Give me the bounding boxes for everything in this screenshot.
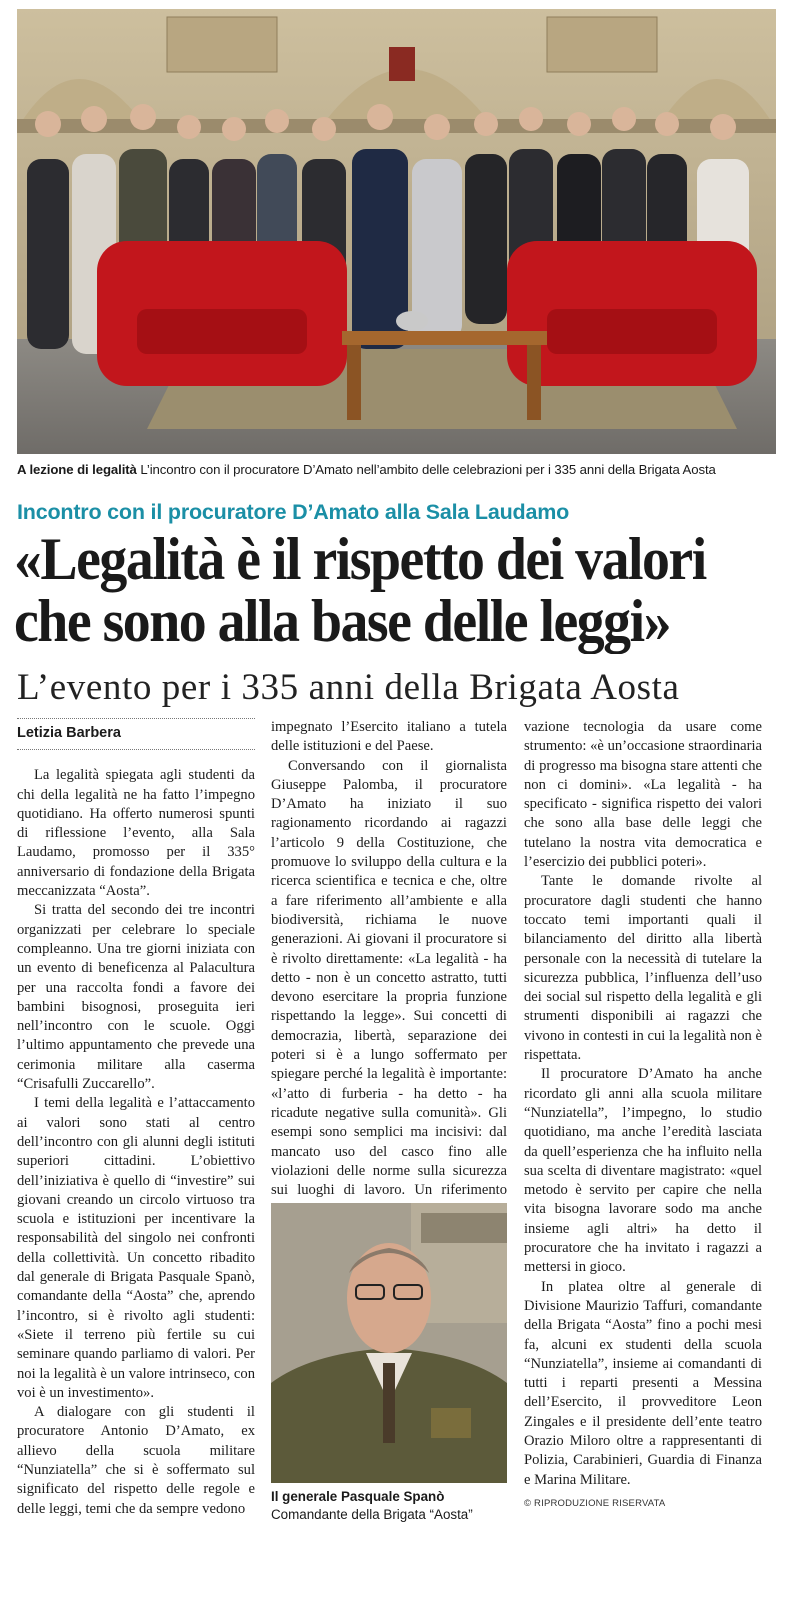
caption-title: A lezione di legalità bbox=[17, 462, 137, 477]
article-column-3 bbox=[524, 718, 762, 1513]
paragraph: La legalità spiegata agli studenti da chi della legalità ne ha fatto l’impegno quotidiano. Ha offerto numerosi spunti di riflessione l’evento, alla Sala Laudamo, promosso per il 335° anniversario di fondazione della Brigata meccanizzata “Aosta”. bbox=[17, 767, 255, 900]
portrait-caption-title: Il generale Pasquale Spanò bbox=[271, 1489, 445, 1504]
portrait-caption bbox=[271, 1488, 511, 1524]
photo-caption bbox=[17, 461, 782, 478]
group-photo bbox=[17, 9, 776, 454]
paragraph: Si tratta del secondo dei tre incontri organizzati per celebrare lo speciale compleanno. Una tre giorni iniziata con un evento di beneficenza al Palacultura per una raccolta fondi a favore dei bambini bisognosi, proseguita ieri nell’incontro con le scuole. Oggi l’ultimo appuntamento che prevede una cerimonia militare alla caserma “Crisafulli Zuccarello”. bbox=[17, 902, 255, 1093]
paragraph: I temi della legalità e l’attaccamento ai valori sono stati al centro dell’incontro con gli alunni degli istituti superiori cittadini. L’obiettivo dell’iniziativa è quello di “investire” sui giovani creando un circolo virtuoso tra scuola e istituzioni per incentivare la responsabilità del singolo nei confronti della collettività. Un concetto ribadito dal generale di Brigata Pasquale Spanò, comandante della “Aosta” che, aprendo l’incontro, si è rivolto agli studenti: «Siete il terreno più fertile su cui seminare quando parliamo di valori. Per noi la legalità è un valore intrinseco, con voi è un investimento». bbox=[17, 1095, 255, 1401]
portrait-photo bbox=[271, 1203, 507, 1483]
general-portrait-image bbox=[271, 1203, 507, 1483]
paragraph: vazione tecnologia da usare come strumento: «è un’occasione straordinaria di progresso ma bisogna stare attenti che non ci domini». «La legalità - ha specificato - significa rispetto dei valori che sono alla base delle leggi che tutelano la nostra vita democratica e l’esercizio dei pubblici poteri». bbox=[524, 719, 762, 871]
article-column-1 bbox=[17, 718, 255, 1519]
paragraph: Il procuratore D’Amato ha anche ricordato gli anni alla scuola militare “Nunziatella”, l’impegno, lo studio quotidiano, ma anche l’eredità lasciata da quell’esperienza che ha influito nella sua scelta di diventare magistrato: «quel metodo è servito per capire che nella vita bisogna lavorare sodo ma anche insieme agli altri» ha detto il procuratore che ha invitato i ragazzi a mettersi in gioco. bbox=[524, 1066, 762, 1276]
paragraph: impegnato l’Esercito italiano a tutela delle istituzioni e del Paese. bbox=[271, 719, 507, 755]
paragraph: A dialogare con gli studenti il procuratore Antonio D’Amato, ex allievo della scuola militare “Nunziatella” che si è soffermato sul significato del rispetto delle regole e delle leggi, temi che da sempre vedono bbox=[17, 1404, 255, 1517]
paragraph: In platea oltre al generale di Divisione Maurizio Taffuri, comandante della Brigata “Aosta” fino a pochi mesi fa, alcuni ex studenti della scuola “Nunziatella”, insieme ai comandanti di tutti i reparti presenti a Messina dell’Esercito, il provveditore Leon Zingales e il presidente dell’ente teatro Orazio Miloro oltre a rappresentanti di Polizia, Carabinieri, Guardia di Finanza e Marina Militare. bbox=[524, 1278, 762, 1488]
caption-text: L’incontro con il procuratore D’Amato nell’ambito delle celebrazioni per i 335 anni della Brigata Aosta bbox=[136, 462, 716, 477]
copyright-notice: © RIPRODUZIONE RISERVATA bbox=[524, 1497, 666, 1509]
headline bbox=[14, 528, 730, 652]
headline-line-2: che sono alla base delle leggi» bbox=[14, 588, 671, 654]
article-column-2 bbox=[271, 718, 507, 1220]
kicker: Incontro con il procuratore D’Amato alla Sala Laudamo bbox=[17, 500, 570, 524]
byline: Letizia Barbera bbox=[17, 718, 255, 750]
paragraph: Tante le domande rivolte al procuratore dagli studenti che hanno toccato temi importanti quali il bilanciamento del diritto alla libertà personale con la necessità di tutelare la sicurezza pubblica, l’influenza dell’uso dei social sul rispetto della legalità e gli strumenti disponibili ai ragazzi che vivono in contesti in cui la legalità non è rispettata. bbox=[524, 873, 762, 1064]
subheadline: L’evento per i 335 anni della Brigata Aosta bbox=[17, 667, 680, 708]
paragraph: Conversando con il giornalista Giuseppe Palomba, il procuratore D’Amato ha iniziato il suo ragionamento ricordando ai ragazzi l’articolo 9 della Costituzione, che promuove lo sviluppo della cultura e la ricerca scientifica e tecnica e che, oltre a fare riferimento all’ambiente e alla biodiversità, richiama le nuove generazioni. Ai giovani il procuratore si è rivolto direttamente: «La legalità - ha detto - non è un concetto astratto, tutti devono esercitare la propria funzione rispettando la legge». Sui concetti di democrazia, libertà, separazione dei poteri si è a lungo soffermato per spiegare perché la legalità è importante: «l’atto di furberia - ha detto - ha ricadute negative sulla comunità». Gli esempi sono semplici ma incisivi: dal mancato uso del casco fino alle violazioni delle norme sulla sicurezza sui luoghi di lavoro. Un riferimento bbox=[271, 757, 507, 1199]
headline-line-1: «Legalità è il rispetto dei valori bbox=[14, 526, 706, 592]
portrait-caption-text: Comandante della Brigata “Aosta” bbox=[271, 1507, 473, 1522]
group-photo-image bbox=[17, 9, 776, 454]
